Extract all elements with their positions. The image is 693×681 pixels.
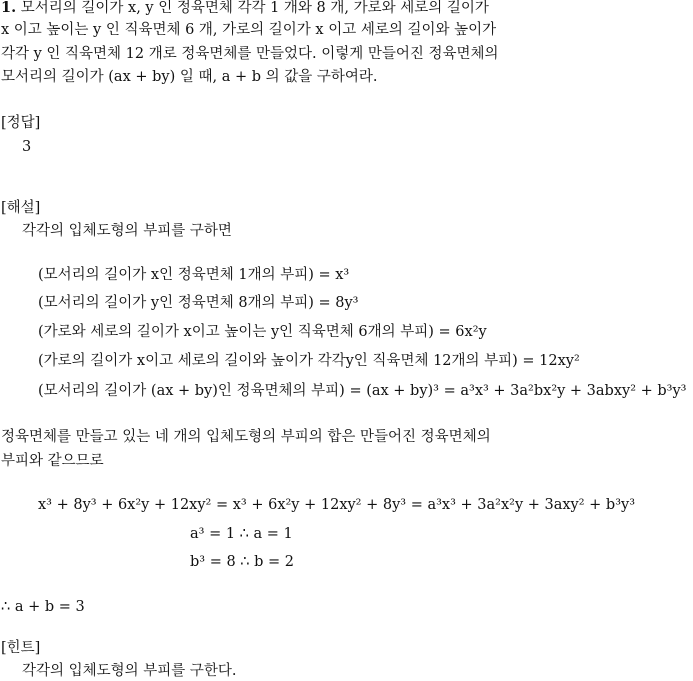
problem-number: 1. — [1, 0, 17, 16]
solution-heading: [해설] — [1, 200, 41, 216]
solution-para-2: 부피와 같으므로 — [1, 453, 104, 469]
equation-b: b³ = 8 ∴ b = 2 — [190, 554, 295, 570]
solution-para-1: 정육면체를 만들고 있는 네 개의 입체도형의 부피의 합은 만들어진 정육면체의 — [1, 429, 491, 445]
volume-line-1: (모서리의 길이가 x인 정육면체 1개의 부피) = x³ — [38, 267, 350, 283]
problem-line-1: 모서리의 길이가 x, y 인 정육면체 각각 1 개와 8 개, 가로와 세로의 길이가 — [20, 0, 489, 16]
conclusion: ∴ a + b = 3 — [1, 599, 85, 615]
equation-a: a³ = 1 ∴ a = 1 — [190, 526, 293, 542]
volume-line-4: (가로의 길이가 x이고 세로의 길이와 높이가 각각y인 직육면체 12개의 부피) = 12xy² — [38, 353, 580, 369]
problem-line-4: 모서리의 길이가 (ax + by) 일 때, a + b 의 값을 구하여라. — [1, 69, 378, 85]
answer-heading: [정답] — [1, 115, 41, 131]
answer-value: 3 — [22, 139, 32, 155]
volume-line-5: (모서리의 길이가 (ax + by)인 정육면체의 부피) = (ax + by)³ = a³x³ + 3a²bx²y + 3abxy² + b³y³ — [38, 383, 687, 399]
volume-line-3: (가로와 세로의 길이가 x이고 높이는 y인 직육면체 6개의 부피) = 6x²y — [38, 324, 487, 340]
solution-intro: 각각의 입체도형의 부피를 구하면 — [22, 223, 232, 239]
hint-heading: [힌트] — [1, 640, 41, 656]
hint-text: 각각의 입체도형의 부피를 구한다. — [22, 663, 237, 679]
volume-line-2: (모서리의 길이가 y인 정육면체 8개의 부피) = 8y³ — [38, 295, 359, 311]
problem-line-2: x 이고 높이는 y 인 직육면체 6 개, 가로의 길이가 x 이고 세로의 길이와 높이가 — [1, 22, 497, 38]
problem-line-3: 각각 y 인 직육면체 12 개로 정육면체를 만들었다. 이렇게 만들어진 정육면체의 — [1, 46, 499, 62]
equation-main: x³ + 8y³ + 6x²y + 12xy² = x³ + 6x²y + 12xy² + 8y³ = a³x³ + 3a²x²y + 3axy² + b³y³ — [38, 497, 636, 513]
